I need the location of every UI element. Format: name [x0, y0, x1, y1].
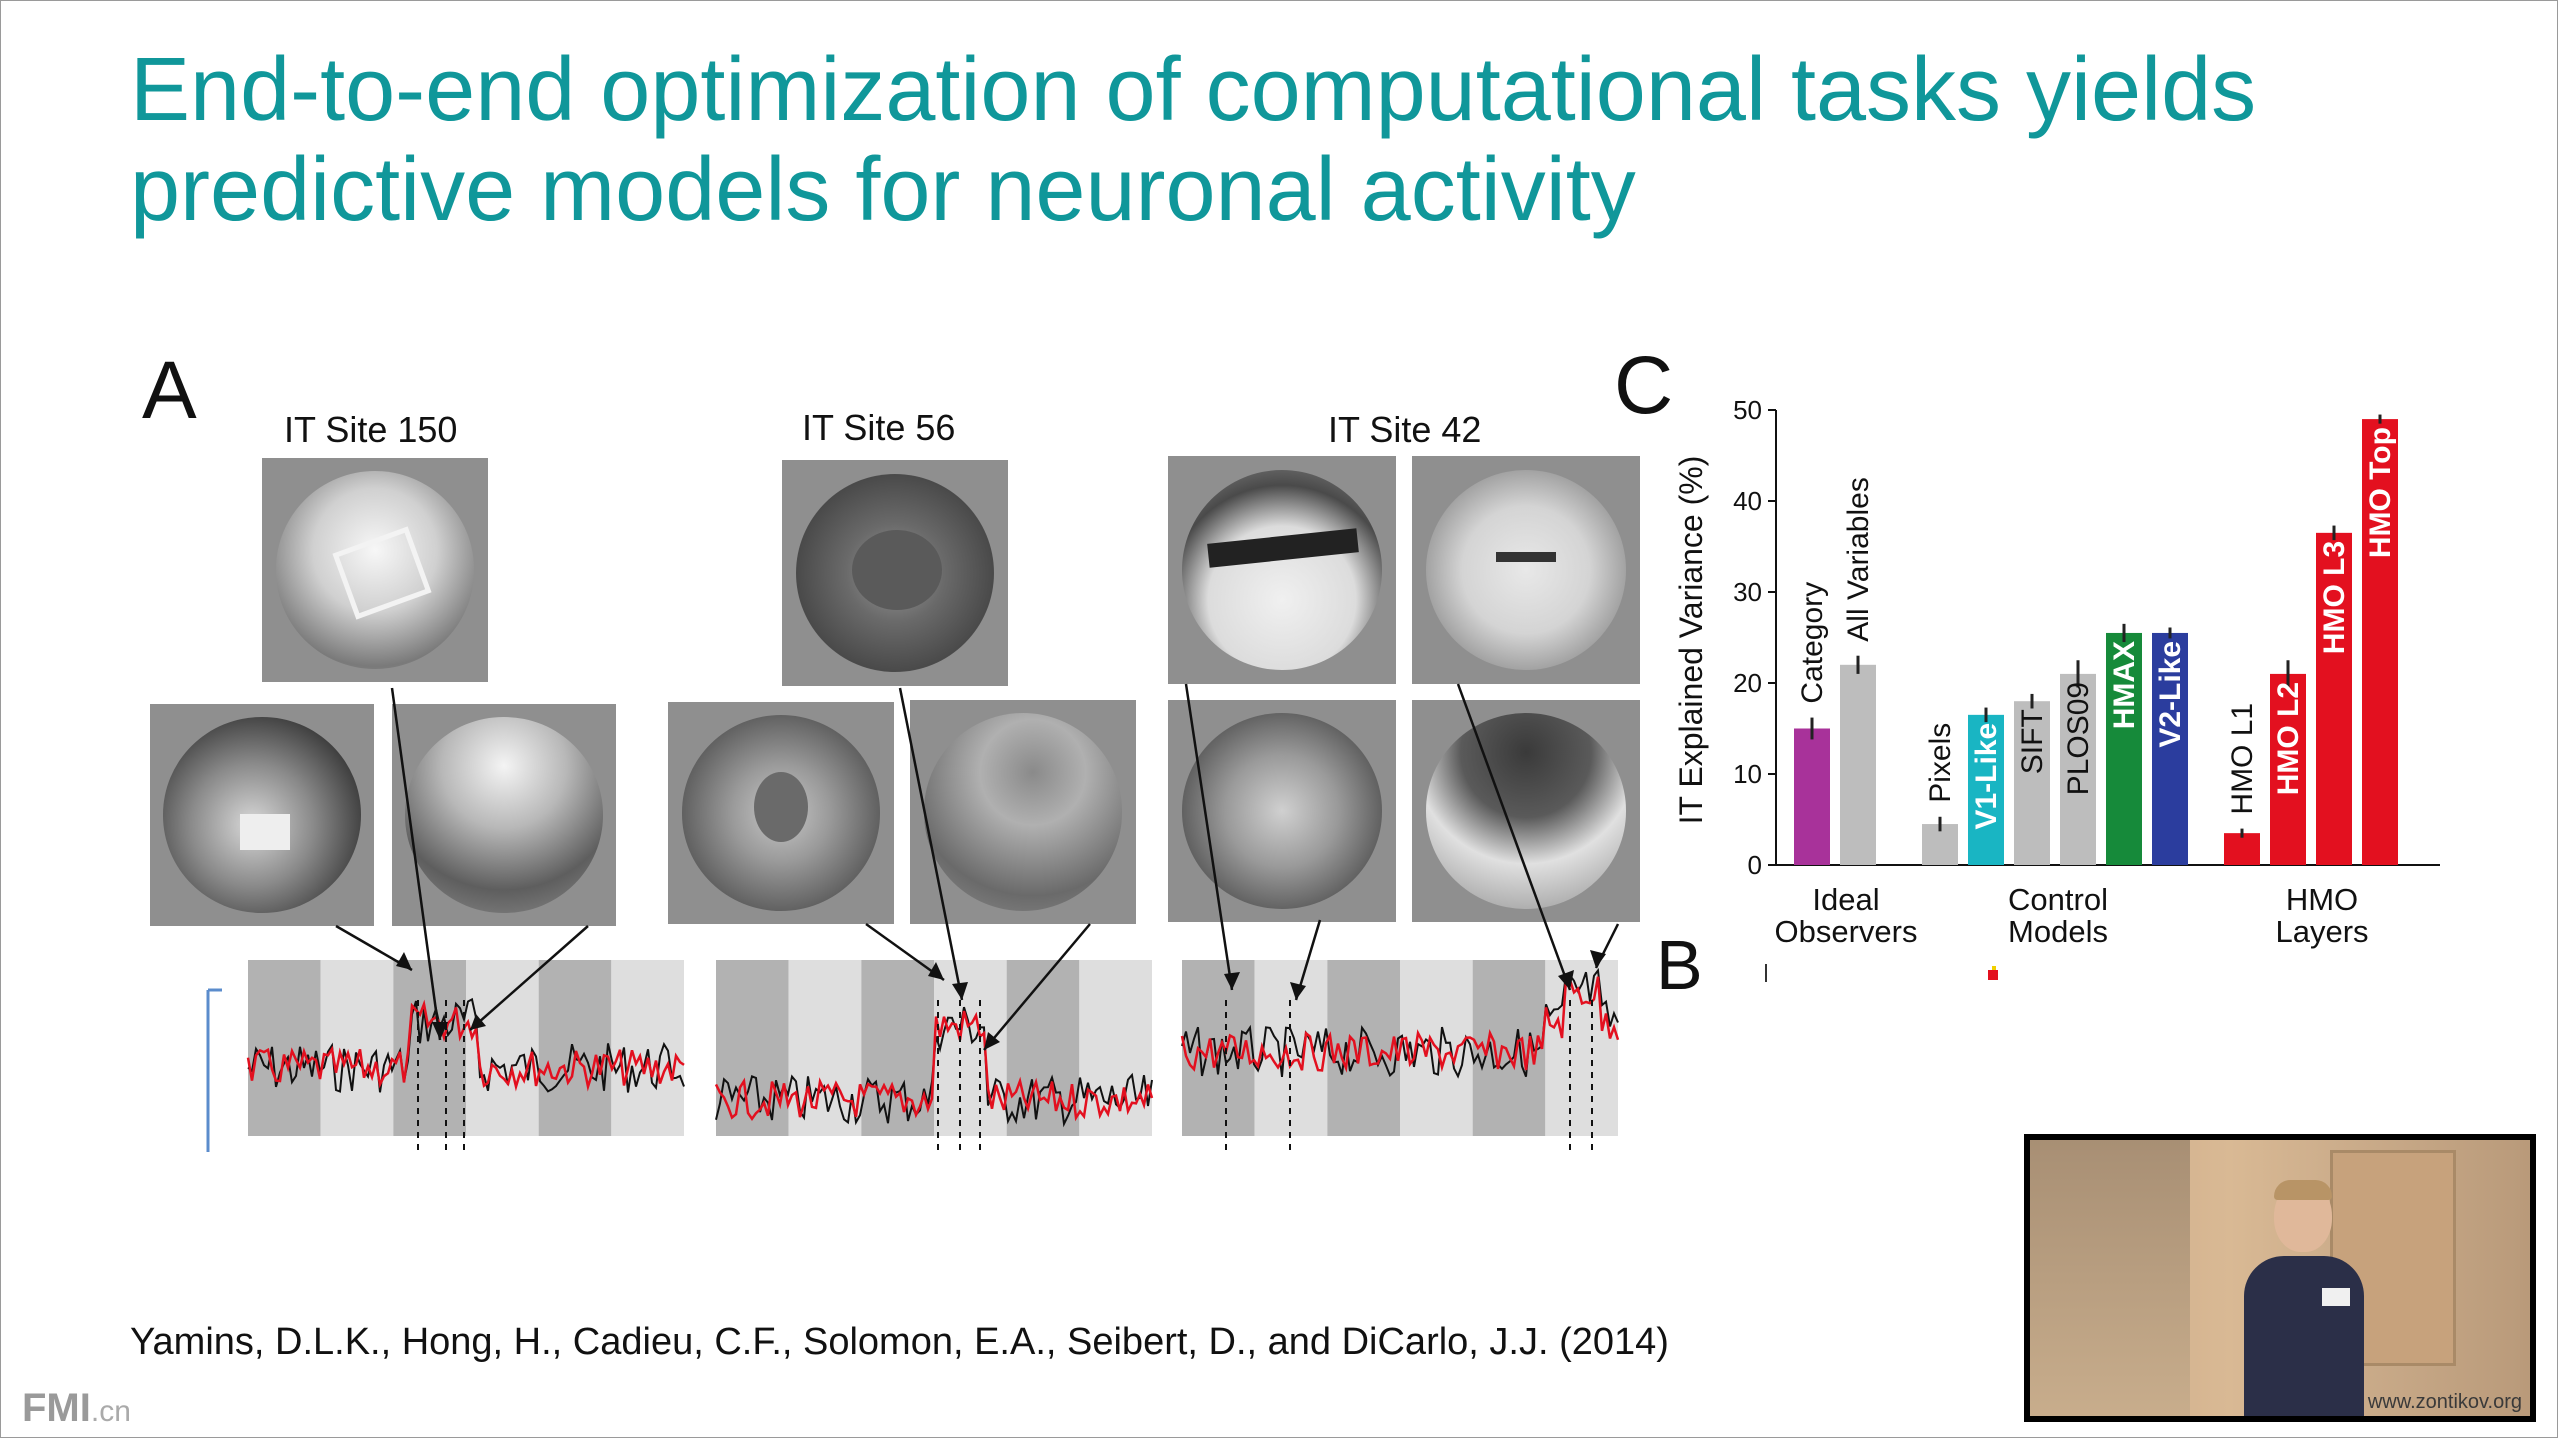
logo-suffix: .cn [90, 1395, 131, 1428]
y-tick-label: 20 [1733, 668, 1762, 698]
panel-label-a: A [142, 345, 197, 436]
stimulus-interval [1079, 960, 1152, 1136]
y-axis-label: IT Explained Variance (%) [1673, 455, 1709, 825]
site-label-150: IT Site 150 [284, 409, 458, 450]
bar-hmo-l1 [2224, 833, 2260, 865]
y-tick-label: 40 [1733, 486, 1762, 516]
legend-marker [1988, 970, 1998, 980]
group-label: Ideal [1812, 882, 1880, 917]
y-tick-label: 0 [1747, 850, 1762, 880]
title-line-2: predictive models for neuronal activity [130, 140, 1636, 240]
speaker-webcam [2024, 1134, 2536, 1422]
bar-label: V2-Like [2154, 640, 2187, 748]
bar-label: All Variables [1842, 477, 1875, 642]
webcam-caption: www.zontikov.org [2367, 1391, 2522, 1413]
bar-label: HMO L3 [2318, 540, 2351, 655]
response-trace-panel [1182, 960, 1618, 1155]
bar-label: HMO L1 [2226, 702, 2259, 815]
logo-main: FMI [22, 1386, 91, 1430]
group-label: Observers [1774, 914, 1918, 949]
fmi-logo [22, 1386, 131, 1434]
panel-label-b: B [1656, 926, 1703, 1004]
bar-label: Pixels [1924, 722, 1957, 803]
bar-label: V1-Like [1970, 722, 2003, 830]
site-label-56: IT Site 56 [802, 407, 956, 448]
bar-label: Category [1796, 581, 1829, 704]
explained-variance-chart [1660, 380, 2460, 1020]
group-label: Control [2008, 882, 2108, 917]
bar-label: HMAX [2108, 640, 2141, 730]
group-label: Layers [2275, 914, 2369, 949]
stimulus-interval [716, 960, 789, 1136]
response-trace-panel [248, 960, 684, 1155]
y-tick-label: 30 [1733, 577, 1762, 607]
stimulus-interval [539, 960, 612, 1136]
stimulus-interval [861, 960, 934, 1136]
panel-label-c: C [1614, 340, 1674, 431]
site-label-42: IT Site 42 [1328, 409, 1482, 450]
bar-category [1794, 729, 1830, 866]
bar-label: HMO Top [2364, 427, 2397, 559]
group-label: Models [2008, 914, 2108, 949]
stimulus-interval [934, 960, 1007, 1136]
bar-label: SIFT [2016, 709, 2049, 775]
bar-label: PLOS09 [2062, 681, 2095, 796]
response-trace-panel [716, 960, 1152, 1155]
speaker [2244, 1180, 2364, 1422]
stimulus-interval [393, 960, 466, 1136]
stimulus-interval [248, 960, 321, 1136]
legend-marker-dot [1992, 966, 1996, 970]
citation: Yamins, D.L.K., Hong, H., Cadieu, C.F., Solomon, E.A., Seibert, D., and DiCarlo, J.J. (2014) [130, 1321, 1669, 1363]
y-tick-label: 50 [1733, 395, 1762, 425]
title-line-1: End-to-end optimization of computational tasks yields [130, 40, 2257, 140]
group-label: HMO [2285, 882, 2359, 917]
y-tick-label: 10 [1733, 759, 1762, 789]
stimulus-interval [611, 960, 684, 1136]
bar-all-variables [1840, 665, 1876, 865]
bar-label: HMO L2 [2272, 681, 2305, 796]
